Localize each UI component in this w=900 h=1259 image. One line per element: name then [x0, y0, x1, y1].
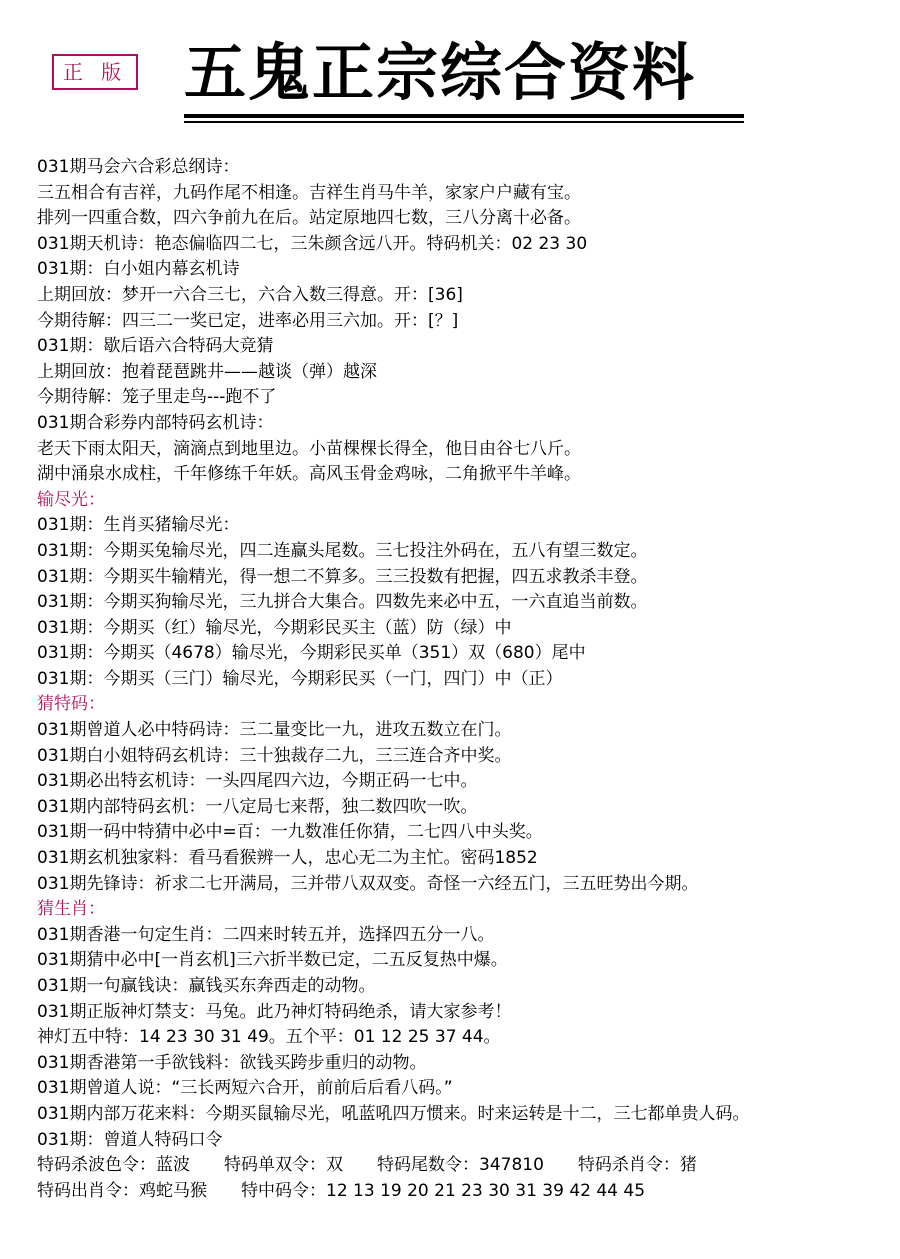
text-line: 031期：歇后语六合特码大竞猜 — [37, 336, 274, 357]
text-line: 031期香港第一手欲钱料：欲钱买跨步重归的动物。 — [37, 1052, 427, 1073]
text-line: 031期：今期买（4678）输尽光，今期彩民买单（351）双（680）尾中 — [37, 643, 586, 664]
text-line: 031期：生肖买猪输尽光： — [37, 515, 240, 536]
text-line: 031期内部特码玄机：一八定局七来帮，独二数四吹一吹。 — [37, 796, 478, 817]
text-line: 特码杀波色令：蓝波 特码单双令：双 特码尾数令：347810 特码杀肖令：猪 — [37, 1155, 697, 1176]
text-line: 上期回放：抱着琵琶跳井——越谈（弹）越深 — [37, 361, 377, 382]
text-line: 031期一句赢钱诀：赢钱买东奔西走的动物。 — [37, 976, 376, 996]
text-line: 031期：曾道人特码口令 — [37, 1129, 223, 1150]
text-line: 031期：今期买兔输尽光，四二连赢头尾数。三七投注外码在，五八有望三数定。 — [37, 540, 648, 561]
text-line: 特码出肖令：鸡蛇马猴 特中码令：12 13 19 20 21 23 30 31 39 42 44 45 — [37, 1180, 646, 1201]
text-line: 老天下雨太阳天，滴滴点到地里边。小苗棵棵长得全，他日由谷七八斤。 — [37, 438, 581, 459]
text-line: 031期：今期买（三门）输尽光，今期彩民买（一门，四门）中（正） — [37, 668, 563, 689]
text-line: 031期内部万花来料：今期买鼠输尽光，吼蓝吼四万惯来。时来运转是十二，三七都单贵人码。 — [37, 1103, 750, 1124]
text-line: 031期天机诗：艳态偏临四二七，三朱颜含远八开。特码机关：02 23 30 — [37, 233, 588, 254]
text-line: 031期香港一句定生肖：二四来时转五并，选择四五分一八。 — [37, 924, 495, 945]
text-line: 神灯五中特：14 23 30 31 49。五个平：01 12 25 37 44。 — [37, 1027, 501, 1048]
text-line: 031期马会六合彩总纲诗： — [37, 157, 240, 177]
title-underline-thick — [184, 114, 744, 118]
text-line: 今期待解：笼子里走鸟---跑不了 — [37, 387, 277, 408]
text-line: 031期先锋诗：祈求二七开满局，三并带八双双变。奇怪一六经五门，三五旺势出今期。 — [37, 873, 699, 894]
text-line: 031期正版神灯禁支：马兔。此乃神灯特码绝杀，请大家参考！ — [37, 1001, 512, 1022]
title-underline-thin — [184, 121, 744, 123]
section-heading: 猜特码： — [37, 694, 105, 715]
text-line: 031期猜中必中[一肖玄机]三六折半数已定，二五反复热中爆。 — [37, 950, 508, 971]
text-line: 031期一码中特猜中必中=百：一九数准任你猜，二七四八中头奖。 — [37, 822, 543, 843]
section-heading: 输尽光： — [37, 489, 105, 510]
text-line: 上期回放：梦开一六合三七，六合入数三得意。开：[36] — [37, 284, 463, 305]
text-line: 031期玄机独家料：看马看猴辨一人，忠心无二为主忙。密码1852 — [37, 848, 538, 869]
text-line: 031期曾道人必中特码诗：三二量变比一九，进攻五数立在门。 — [37, 720, 512, 741]
text-line: 031期白小姐特码玄机诗：三十独裁存二九，三三连合齐中奖。 — [37, 745, 512, 766]
text-line: 031期必出特玄机诗：一头四尾四六边，今期正码一七中。 — [37, 771, 478, 792]
text-line: 031期：今期买狗输尽光，三九拼合大集合。四数先来必中五，一六直追当前数。 — [37, 592, 648, 613]
text-line: 湖中涌泉水成柱，千年修练千年妖。高风玉骨金鸡咏，二角掀平牛羊峰。 — [37, 464, 581, 485]
text-line: 今期待解：四三二一奖已定，进率必用三六加。开：[？] — [37, 310, 459, 331]
page-title: 五鬼正宗综合资料 — [184, 36, 697, 109]
document-body — [37, 155, 887, 1204]
text-line: 031期：今期买（红）输尽光，今期彩民买主（蓝）防（绿）中 — [37, 617, 512, 638]
text-line: 031期：白小姐内幕玄机诗 — [37, 259, 240, 280]
text-line: 031期合彩券内部特码玄机诗： — [37, 412, 274, 433]
text-line: 三五相合有吉祥，九码作尾不相逢。吉祥生肖马牛羊，家家户户藏有宝。 — [37, 182, 581, 203]
text-line: 031期曾道人说：“三长两短六合开，前前后后看八码。” — [37, 1078, 453, 1099]
section-heading: 猜生肖： — [37, 899, 105, 920]
text-line: 031期：今期买牛输精光，得一想二不算多。三三投数有把握，四五求教杀丰登。 — [37, 566, 648, 587]
genuine-badge: 正 版 — [52, 54, 138, 90]
text-line: 排列一四重合数，四六争前九在后。站定原地四七数，三八分离十必备。 — [37, 208, 581, 229]
